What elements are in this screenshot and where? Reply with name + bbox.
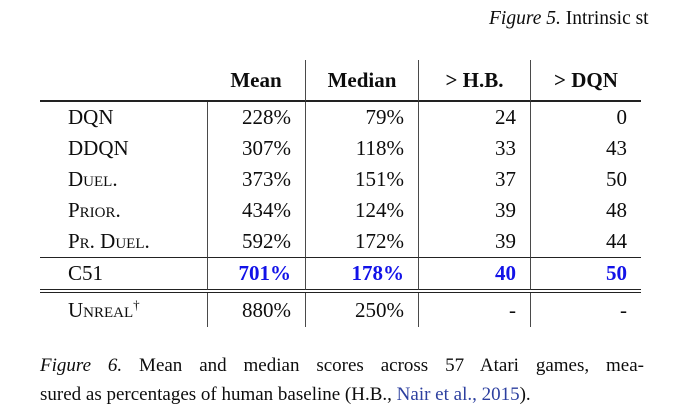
median-value: 79% xyxy=(305,102,418,133)
gt-dqn-value: 43 xyxy=(530,133,641,164)
table-row-unreal xyxy=(40,293,641,327)
row-label: DQN xyxy=(68,105,114,129)
header-row xyxy=(40,60,641,102)
gt-hb-value: - xyxy=(418,293,530,327)
gt-hb-value: 37 xyxy=(418,164,530,195)
table-row-ddqn xyxy=(40,133,641,164)
mean-value: 880% xyxy=(207,293,305,327)
figure5-text: Intrinsic st xyxy=(560,8,649,29)
median-value: 172% xyxy=(305,226,418,257)
mean-value: 307% xyxy=(207,133,305,164)
row-label: Duel. xyxy=(68,167,118,191)
figure5-caption-fragment xyxy=(489,8,649,30)
median-value: 178% xyxy=(305,257,418,290)
gt-hb-value: 39 xyxy=(418,226,530,257)
mean-value: 592% xyxy=(207,226,305,257)
table-row-duel xyxy=(40,164,641,195)
mean-value: 701% xyxy=(207,257,305,290)
gt-dqn-value: 50 xyxy=(530,164,641,195)
caption-text-3: ). xyxy=(519,384,531,405)
gt-hb-value: 33 xyxy=(418,133,530,164)
mean-value: 228% xyxy=(207,102,305,133)
row-label: DDQN xyxy=(68,136,129,160)
header-cell-gt-dqn: > DQN xyxy=(530,60,641,102)
gt-dqn-value: 48 xyxy=(530,195,641,226)
row-label: C51 xyxy=(40,257,207,290)
caption-text-1: Mean and median scores across 57 Atari games, mea- xyxy=(139,355,644,376)
median-value: 118% xyxy=(305,133,418,164)
row-label: Prior. xyxy=(68,198,121,222)
mean-value: 434% xyxy=(207,195,305,226)
row-label: Unreal† xyxy=(68,296,140,322)
caption-text-2: sured as percentages of human baseline (H.B., xyxy=(40,384,397,405)
dagger-footnote-marker: † xyxy=(133,296,140,312)
figure6-caption xyxy=(40,351,644,409)
figure5-label: Figure 5. xyxy=(489,8,561,29)
header-cell-gt-hb: > H.B. xyxy=(418,60,530,102)
table-row-dqn xyxy=(40,102,641,133)
median-value: 151% xyxy=(305,164,418,195)
citation-link-nair-2015[interactable]: Nair et al., 2015 xyxy=(396,384,520,405)
gt-dqn-value: 0 xyxy=(530,102,641,133)
table-row-prior xyxy=(40,195,641,226)
gt-dqn-value: 50 xyxy=(530,257,641,290)
caption-line-1 xyxy=(40,351,644,380)
gt-hb-value: 40 xyxy=(418,257,530,290)
median-value: 250% xyxy=(305,293,418,327)
gt-dqn-value: - xyxy=(530,293,641,327)
mean-value: 373% xyxy=(207,164,305,195)
table-row-pr-duel xyxy=(40,226,641,257)
header-cell-median: Median xyxy=(305,60,418,102)
caption-line-2 xyxy=(40,380,644,409)
row-label: Pr. Duel. xyxy=(68,229,150,253)
table-row-c51-highlight xyxy=(40,257,641,290)
header-cell-empty xyxy=(40,60,207,102)
gt-dqn-value: 44 xyxy=(530,226,641,257)
figure6-label: Figure 6. xyxy=(40,355,123,376)
median-value: 124% xyxy=(305,195,418,226)
results-table xyxy=(40,60,641,327)
gt-hb-value: 24 xyxy=(418,102,530,133)
gt-hb-value: 39 xyxy=(418,195,530,226)
header-cell-mean: Mean xyxy=(207,60,305,102)
